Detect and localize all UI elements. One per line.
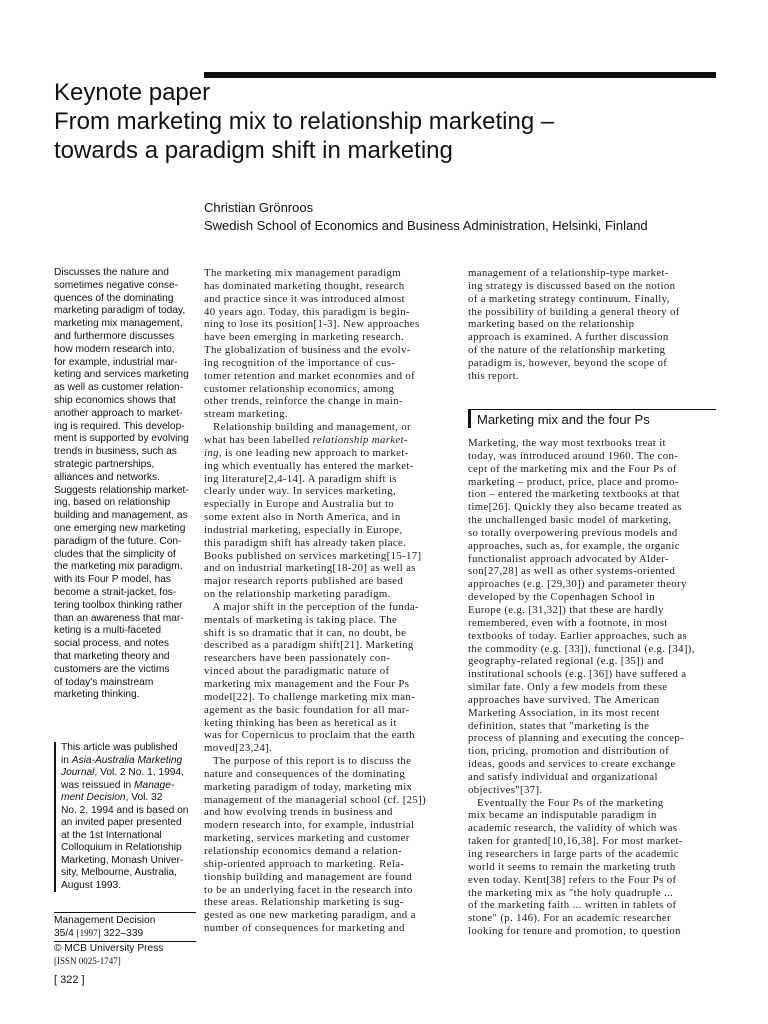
text-line: nature and consequences of the dominating bbox=[204, 767, 406, 780]
text-line: tomer retention and market economies and of bbox=[204, 369, 416, 382]
note-line: was reissued in Manage- bbox=[61, 779, 175, 791]
text-line: ing literature[2,4-14]. A paradigm shift is bbox=[204, 472, 397, 485]
text-line: of the nature of the relationship marketing bbox=[468, 344, 666, 357]
section-heading: Marketing mix and the four Ps bbox=[468, 409, 716, 428]
text-line: ment is supported by evolving bbox=[54, 433, 189, 445]
text-line: shift is so dramatic that it can, no doubt, be bbox=[204, 626, 407, 639]
text-line: stream marketing. bbox=[204, 408, 288, 421]
text-line: number of consequences for marketing and bbox=[204, 922, 405, 935]
text-line: tering toolbox thinking rather bbox=[54, 599, 183, 611]
text-line: keting and services marketing bbox=[54, 369, 189, 381]
text-line: even today. Kent[38] refers to the Four Ps of bbox=[468, 873, 677, 886]
text-line: clearly under way. In services marketing, bbox=[204, 485, 397, 498]
text-line: similar fate. Only a few models from these bbox=[468, 681, 668, 694]
author-block bbox=[204, 199, 724, 235]
note-line: Journal, Vol. 2 No. 1, 1994, bbox=[61, 767, 184, 778]
text-line: model[22]. To challenge marketing mix man- bbox=[204, 690, 416, 703]
text-line: vinced about the paradigmatic nature of bbox=[204, 665, 390, 678]
text-line: major research reports published are based bbox=[204, 575, 404, 588]
journal-name: Management Decision bbox=[54, 915, 156, 926]
text-line: the marketing mix as "the holy quadruple ... bbox=[468, 886, 674, 899]
text-line: modern research into, for example, industrial bbox=[204, 819, 415, 832]
text-line: marketing mix management and the Four Ps bbox=[204, 678, 410, 690]
text-line: Marketing, the way most textbooks treat it bbox=[468, 437, 666, 449]
text-line: of today's mainstream bbox=[54, 676, 154, 688]
journal-publisher: © MCB University Press bbox=[54, 943, 164, 954]
text-line: marketing thinking. bbox=[54, 689, 140, 701]
body-column-1 bbox=[204, 267, 454, 935]
text-line: to be an underlying facet in the research into bbox=[204, 883, 413, 896]
note-line: August 1993. bbox=[61, 879, 122, 891]
journal-info bbox=[54, 912, 196, 967]
text-line: stone" (p. 146). For an academic researcher bbox=[468, 912, 671, 925]
header bbox=[54, 78, 734, 165]
text-line: and furthermore discusses bbox=[54, 330, 175, 342]
text-line: Books published on services marketing[15-17] bbox=[204, 549, 422, 562]
text-line: remembered, even with a footnote, in most bbox=[468, 616, 668, 629]
text-line: researchers have been passionately con- bbox=[204, 652, 391, 665]
text-line: how modern research into, bbox=[54, 343, 175, 355]
text-line: the unchallenged basic model of marketing, bbox=[468, 514, 672, 527]
text-line: industrial marketing, especially in Europe, bbox=[204, 523, 403, 536]
note-line: in Asia-Australia Marketing bbox=[61, 754, 183, 766]
text-line: ing is required. This develop- bbox=[54, 420, 185, 432]
text-line: the commodity (e.g. [33]), functional (e.g. [34]), bbox=[468, 642, 695, 655]
text-line: definition, states that "marketing is the bbox=[468, 719, 650, 732]
text-line: gested as one new marketing paradigm, and a bbox=[204, 909, 416, 922]
abstract bbox=[54, 267, 196, 702]
text-line: taken for granted[10,16,38]. For most market- bbox=[468, 835, 683, 848]
text-line: quences of the dominating bbox=[54, 292, 174, 304]
text-line: mentals of marketing is taking place. The bbox=[204, 613, 398, 626]
text-line: another approach to market- bbox=[54, 407, 183, 419]
text-line: ing which eventually has entered the market- bbox=[204, 459, 414, 472]
text-line: Suggests relationship market- bbox=[54, 484, 189, 496]
text-line: mix became an indisputable paradigm in bbox=[468, 809, 657, 822]
text-line: time[26]. Quickly they also became treated as bbox=[468, 501, 682, 514]
text-line: marketing – product, price, place and promo- bbox=[468, 475, 679, 488]
text-line: alliances and networks. bbox=[54, 471, 160, 483]
text-line: ing, is one leading new approach to market- bbox=[204, 446, 409, 459]
text-line: and satisfy individual and organizational bbox=[468, 770, 658, 783]
text-line: was for Copernicus to proclaim that the earth bbox=[204, 729, 415, 742]
text-line: The globalization of business and the evolv- bbox=[204, 344, 411, 357]
text-line: approach is examined. A further discussion bbox=[468, 331, 669, 344]
text-line: agement as the basic foundation for all mar- bbox=[204, 703, 410, 716]
title-line: towards a paradigm shift in marketing bbox=[54, 137, 453, 164]
text-line: developed by the Copenhagen School in bbox=[468, 591, 656, 604]
text-line: approaches (e.g. [29,30]) and parameter theory bbox=[468, 578, 687, 591]
text-line: marketing paradigm of today, marketing mix bbox=[204, 780, 413, 793]
text-line: for example, industrial mar- bbox=[54, 356, 178, 368]
text-line: on the relationship marketing paradigm. bbox=[204, 588, 391, 601]
text-line: cludes that the simplicity of bbox=[54, 548, 176, 560]
text-line: this paradigm shift has already taken place. bbox=[204, 536, 407, 549]
text-line: Europe (e.g. [31,32]) that these are hardly bbox=[468, 603, 664, 616]
text-line: objectives"[37]. bbox=[468, 783, 543, 796]
text-line: other trends, reinforce the change in main- bbox=[204, 395, 403, 408]
text-line: marketing mix management, bbox=[54, 318, 183, 330]
journal-issn: [ISSN 0025-1747] bbox=[54, 956, 121, 966]
text-line: tionship building and management are found bbox=[204, 870, 413, 883]
note-line: Colloquium in Relationship bbox=[61, 842, 182, 853]
body-column-2-section bbox=[468, 437, 718, 938]
text-line: ing researchers in large parts of the academic bbox=[468, 848, 680, 860]
journal-volume: 35/4 [1997] 322–339 bbox=[54, 928, 144, 939]
text-line: that marketing theory and bbox=[54, 650, 170, 662]
text-line: 40 years ago. Today, this paradigm is begin- bbox=[204, 305, 410, 318]
text-line: process of planning and executing the concep- bbox=[468, 732, 685, 745]
journal-rule bbox=[54, 941, 196, 942]
text-line: keting is a multi-faceted bbox=[54, 625, 162, 637]
text-line: the marketing mix paradigm, bbox=[54, 561, 183, 573]
text-line: management of a relationship-type market- bbox=[468, 267, 669, 279]
author-affiliation: Swedish School of Economics and Business Administration, Helsinki, Finland bbox=[204, 218, 648, 233]
text-line: one emerging new marketing bbox=[54, 522, 186, 534]
text-line: textbooks of today. Earlier approaches, such as bbox=[468, 629, 688, 642]
text-line: relationship economics demand a relation- bbox=[204, 844, 402, 857]
text-line: than an awareness that mar- bbox=[54, 612, 184, 624]
note-line: at the 1st International bbox=[61, 829, 162, 841]
text-line: paradigm is, however, beyond the scope of bbox=[468, 356, 668, 369]
publication-note bbox=[54, 742, 196, 892]
text-line: of a marketing strategy continuum. Finally, bbox=[468, 292, 670, 305]
text-line: sometimes negative conse- bbox=[54, 279, 179, 291]
text-line: social process, and notes bbox=[54, 638, 169, 650]
text-line: cept of the marketing mix and the Four Ps of bbox=[468, 462, 677, 475]
text-line: marketing, services marketing and customer bbox=[204, 832, 410, 845]
text-line: have been emerging in marketing research. bbox=[204, 331, 405, 344]
title-line: From marketing mix to relationship marketing – bbox=[54, 108, 555, 135]
text-line: trends in business, such as bbox=[54, 446, 177, 458]
text-line: son[27,28] as well as other systems-oriented bbox=[468, 565, 676, 578]
text-line: ning to lose its position[1-3]. New approaches bbox=[204, 318, 420, 331]
text-line: moved[23,24]. bbox=[204, 742, 273, 755]
text-line: ideas, goods and services to create exchange bbox=[468, 758, 676, 771]
text-line: building and management, as bbox=[54, 510, 188, 522]
text-line: ship economics shows that bbox=[54, 394, 176, 406]
text-line: today, was introduced around 1960. The con- bbox=[468, 449, 679, 462]
text-line: has dominated marketing thought, research bbox=[204, 279, 405, 292]
text-line: customers are the victims bbox=[54, 663, 170, 675]
text-line: Eventually the Four Ps of the marketing bbox=[468, 796, 664, 809]
text-line: functionalist approach advocated by Alder- bbox=[468, 552, 669, 565]
note-line: No. 2, 1994 and is based on bbox=[61, 804, 189, 816]
text-line: ship-oriented approach to marketing. Rela- bbox=[204, 857, 405, 870]
note-line: ment Decision, Vol. 32 bbox=[61, 792, 163, 803]
text-line: Relationship building and management, or bbox=[204, 421, 411, 434]
text-line: ing recognition of the importance of cus- bbox=[204, 356, 396, 369]
text-line: and on industrial marketing[18-20] as well as bbox=[204, 562, 416, 575]
text-line: the possibility of building a general theory of bbox=[468, 305, 680, 318]
text-line: world it seems to remain the marketing truth bbox=[468, 860, 676, 873]
body-column-2 bbox=[468, 267, 718, 383]
text-line: what has been labelled relationship market- bbox=[204, 433, 408, 446]
text-line: described as a paradigm shift[21]. Marketing bbox=[204, 639, 414, 652]
text-line: customer relationship economics, among bbox=[204, 382, 395, 395]
text-line: as well as customer relation- bbox=[54, 382, 184, 394]
kicker: Keynote paper bbox=[54, 79, 211, 106]
author-name: Christian Grönroos bbox=[204, 200, 314, 215]
text-line: strategic partnerships, bbox=[54, 458, 155, 470]
text-line: tion, pricing, promotion and distribution of bbox=[468, 745, 670, 758]
note-line: Marketing, Monash Univer- bbox=[61, 854, 184, 866]
text-line: so totally overpowering previous models and bbox=[468, 526, 678, 539]
text-line: Marketing Association, in its most recent bbox=[468, 706, 660, 719]
text-line: A major shift in the perception of the funda- bbox=[204, 600, 419, 613]
text-line: with its Four P model, has bbox=[54, 574, 172, 586]
text-line: tion – entered the marketing textbooks at that bbox=[468, 488, 680, 501]
text-line: marketing based on the relationship bbox=[468, 318, 635, 331]
text-line: keting thinking has been as heretical as it bbox=[204, 716, 397, 729]
text-line: ing strategy is discussed based on the notion bbox=[468, 279, 676, 292]
text-line: these areas. Relationship marketing is sug- bbox=[204, 896, 404, 909]
text-line: management of the managerial school (cf. [25]) bbox=[204, 793, 427, 806]
paper-title bbox=[54, 107, 734, 165]
text-line: institutional schools (e.g. [36]) have suffered a bbox=[468, 668, 687, 681]
text-line: become a strait-jacket, fos- bbox=[54, 586, 177, 598]
note-line: an invited paper presented bbox=[61, 817, 182, 828]
text-line: especially in Europe and Australia but to bbox=[204, 498, 395, 511]
note-line: sity, Melbourne, Australia, bbox=[61, 867, 177, 878]
text-line: some extent also in North America, and in bbox=[204, 511, 401, 524]
text-line: approaches have survived. The American bbox=[468, 693, 660, 706]
text-line: The marketing mix management paradigm bbox=[204, 267, 402, 279]
text-line: marketing paradigm of today, bbox=[54, 305, 186, 317]
text-line: Discusses the nature and bbox=[54, 267, 169, 278]
text-line: and practice since it was introduced almost bbox=[204, 292, 405, 305]
text-line: looking for tenure and promotion, to question bbox=[468, 925, 681, 938]
page-number: [ 322 ] bbox=[54, 974, 85, 986]
text-line: approaches, such as, for example, the organic bbox=[468, 539, 680, 552]
text-line: academic research, the validity of which was bbox=[468, 822, 678, 835]
text-line: of the marketing faith ... written in tablets of bbox=[468, 899, 677, 912]
text-line: this report. bbox=[468, 369, 519, 382]
note-line: This article was published bbox=[61, 742, 178, 753]
text-line: geography-related regional (e.g. [35]) and bbox=[468, 655, 664, 668]
text-line: paradigm of the future. Con- bbox=[54, 535, 182, 547]
text-line: and how evolving trends in business and bbox=[204, 806, 393, 819]
text-line: The purpose of this report is to discuss the bbox=[204, 755, 412, 768]
text-line: ing, based on relationship bbox=[54, 497, 171, 509]
